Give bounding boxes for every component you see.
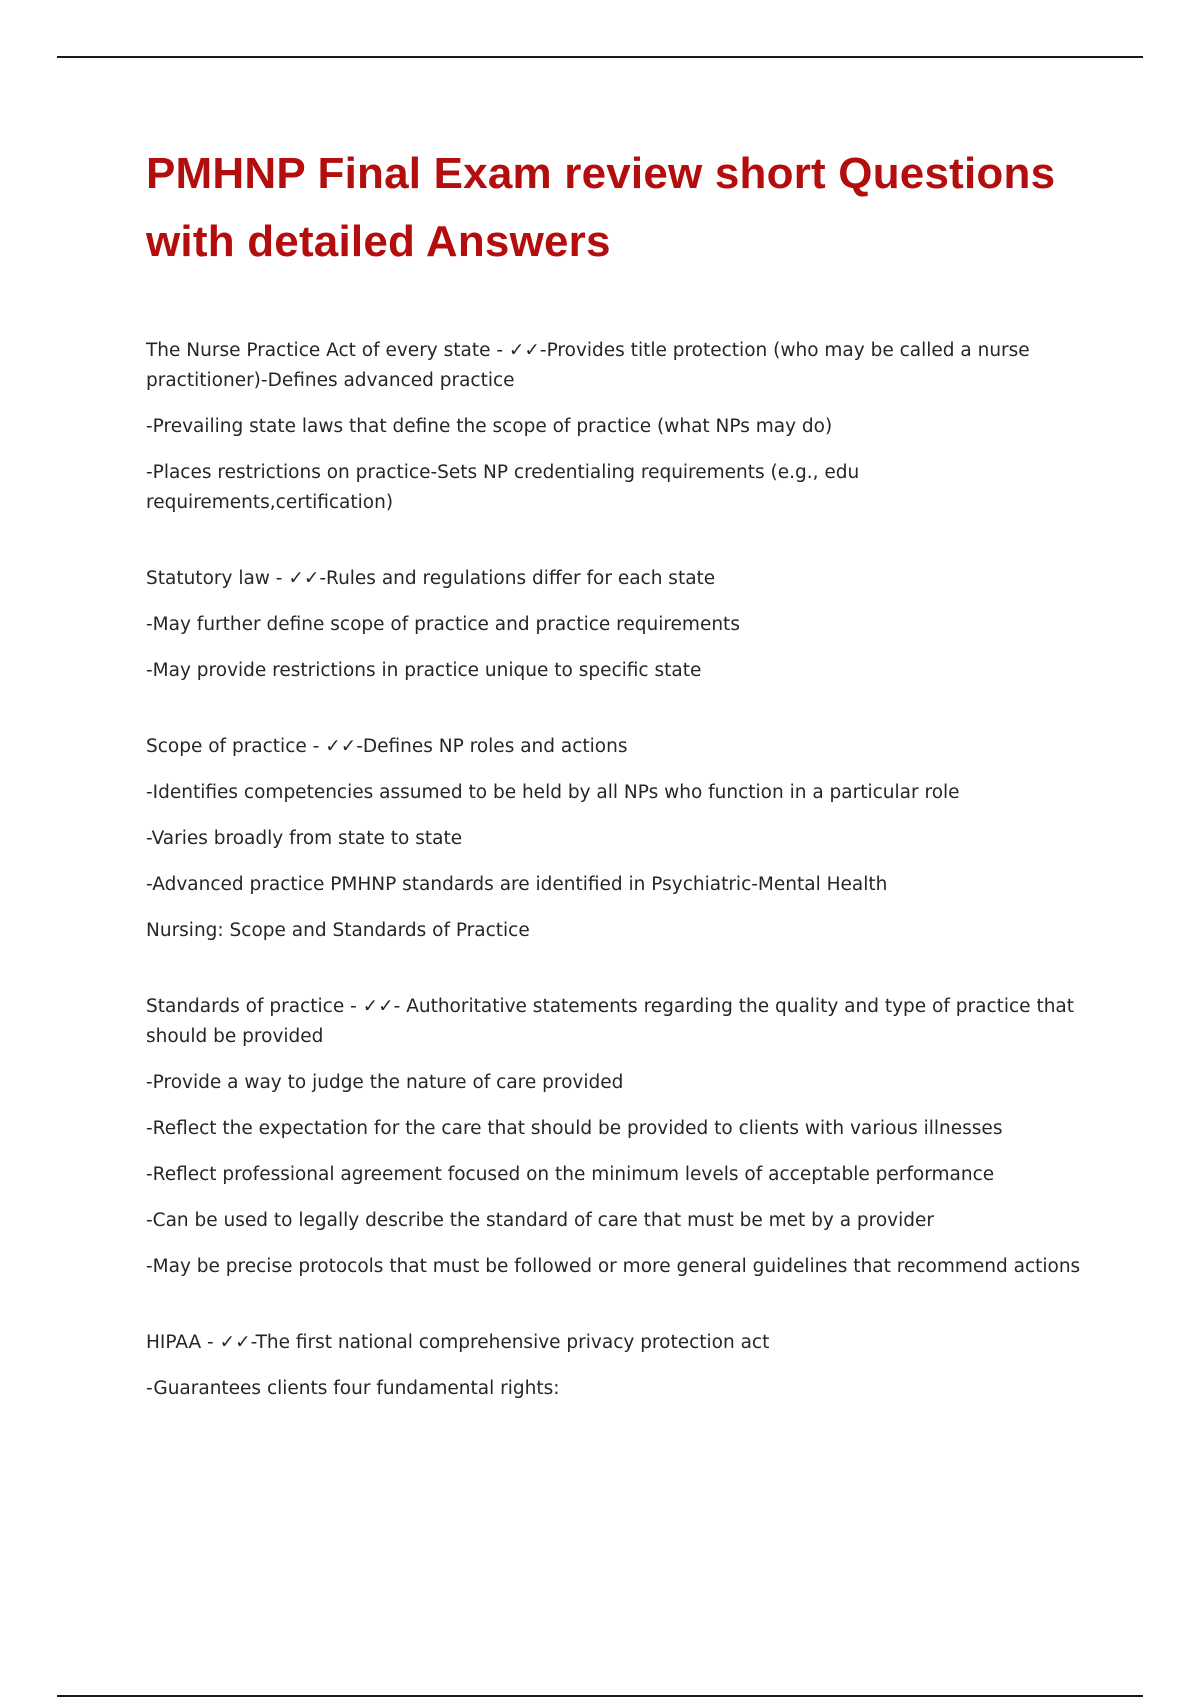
entry-text: -Reflect professional agreement focused on the minimum levels of acceptable performance (146, 1164, 995, 1185)
top-rule (57, 56, 1143, 58)
document-page (146, 140, 1086, 1450)
entry-text: -May provide restrictions in practice unique to specific state (146, 660, 702, 681)
qa-entry-statutory-law (146, 564, 1086, 686)
entry-text: Standards of practice - ✓✓- Authoritative statements regarding the quality and type of practice that should be provided (146, 996, 1075, 1047)
entry-text: -May be precise protocols that must be followed or more general guidelines that recommend actions (146, 1256, 1081, 1277)
bottom-rule (57, 1695, 1143, 1697)
entry-text: -Guarantees clients four fundamental rights: (146, 1378, 560, 1399)
entry-text: -Identifies competencies assumed to be held by all NPs who function in a particular role (146, 782, 960, 803)
entry-text: The Nurse Practice Act of every state - ✓✓-Provides title protection (who may be called a nurse practitioner)-Defines advanced practice (146, 340, 1030, 391)
entry-text: HIPAA - ✓✓-The first national comprehensive privacy protection act (146, 1332, 770, 1353)
qa-entry-nurse-practice-act (146, 336, 1086, 518)
qa-entry-scope-of-practice (146, 732, 1086, 946)
entry-text: -Reflect the expectation for the care that should be provided to clients with various illnesses (146, 1118, 1003, 1139)
entry-text: -Varies broadly from state to state (146, 828, 463, 849)
title-line-2: with detailed Answers (146, 217, 611, 266)
entry-text: -Prevailing state laws that define the scope of practice (what NPs may do) (146, 416, 833, 437)
entry-text: -Places restrictions on practice-Sets NP credentialing requirements (e.g., edu requirements,certification) (146, 462, 860, 513)
qa-entry-standards-of-practice (146, 992, 1086, 1282)
document-title (146, 140, 1086, 276)
entry-text: -Can be used to legally describe the standard of care that must be met by a provider (146, 1210, 935, 1231)
title-line-1: PMHNP Final Exam review short Questions (146, 149, 1056, 198)
entry-text: Scope of practice - ✓✓-Defines NP roles and actions (146, 736, 628, 757)
entry-text: -Provide a way to judge the nature of care provided (146, 1072, 624, 1093)
qa-entry-hipaa (146, 1328, 1086, 1404)
entry-text: Statutory law - ✓✓-Rules and regulations differ for each state (146, 568, 716, 589)
entry-text: Nursing: Scope and Standards of Practice (146, 920, 530, 941)
entry-text: -Advanced practice PMHNP standards are identified in Psychiatric-Mental Health (146, 874, 888, 895)
entry-text: -May further define scope of practice and practice requirements (146, 614, 740, 635)
qa-list (146, 336, 1086, 1404)
